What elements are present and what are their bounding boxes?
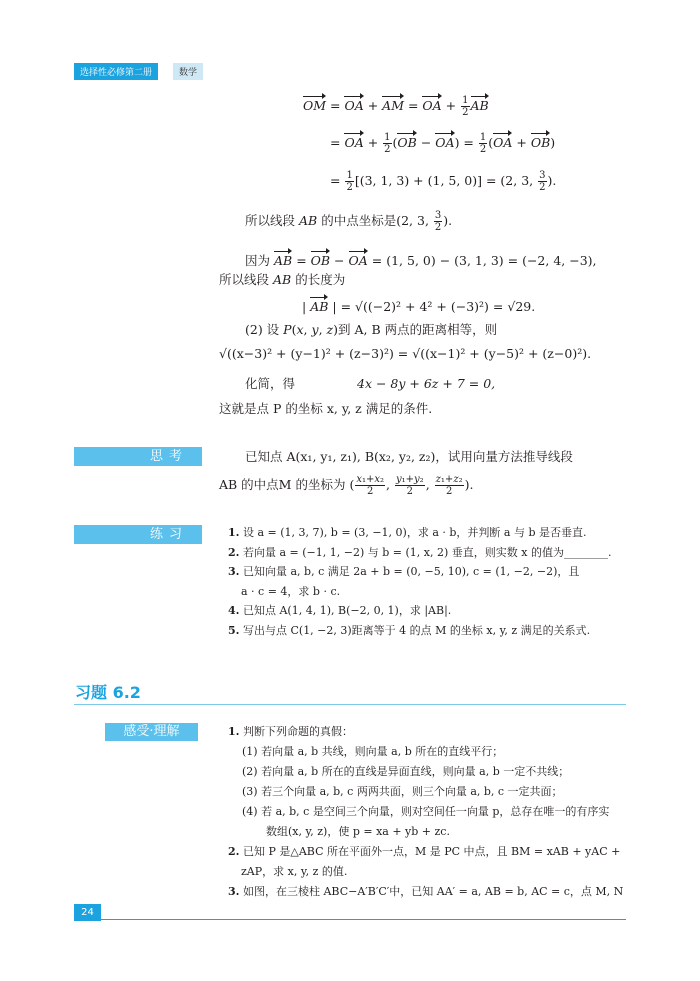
think-line2: AB 的中点M 的坐标为 ( $\frac{\text{x₁+x₂}}{2}$ , $\frac{\text{y₁+y₂}}{2}$ , $\frac{\text{z₁+z₂}}{2}$ ). (219, 474, 474, 497)
item-text: 已知向量 a, b, c 满足 2a + b = (0, −5, 10), c = (1, −2, −2)，且 (242, 565, 580, 578)
midpoint-statement: 所以线段 AB 的中点坐标是(2, 3, $\frac{3}{2}$ ). (245, 210, 453, 233)
equation-om: OM = OA + AM = OA + $\frac{1}{2}$ AB (303, 95, 489, 118)
exercise-item (228, 882, 623, 902)
practice-item (228, 543, 611, 563)
item-text: 如图，在三棱柱 ABC−A′B′C′中，已知 AA′ = a, AB = b, AC = c，点 M, N (242, 885, 624, 898)
section-rule (74, 704, 626, 705)
exercise-item (228, 842, 623, 862)
exercise-item (228, 722, 623, 742)
item-number: 2. (228, 545, 240, 559)
sub-item: (1) 若向量 a, b 共线，则向量 a, b 所在的直线平行； (242, 745, 504, 758)
part2-label: (2) 设 (245, 322, 280, 337)
ab-calc: = (1, 5, 0) − (3, 1, 3) = (−2, 4, −3), (371, 253, 597, 268)
item-number: 4. (228, 604, 240, 617)
length-intro: 所以线段 AB 的长度为 (219, 272, 346, 287)
understanding-tag: 感受·理解 (105, 723, 198, 741)
item-number: 5. (228, 623, 240, 637)
think-tag: 思考 (74, 447, 202, 466)
equation-om-step2: = OA + $\frac{1}{2}$ (OB − OA) = $\frac{1}{2}$ (OA + OB) (330, 132, 556, 155)
item-number: 1. (228, 725, 240, 738)
practice-item-cont: a · c = 4，求 b · c. (241, 584, 341, 598)
midpoint-mid: 的中点坐标是 (321, 213, 397, 228)
item-number: 2. (228, 845, 240, 858)
item-text: 若向量 a = (−1, 1, −2) 与 b = (1, x, 2) 垂直，则实数 x 的值为________. (242, 545, 612, 559)
page-number: 24 (74, 904, 101, 921)
conclusion: 这就是点 P 的坐标 x, y, z 满足的条件. (219, 401, 433, 416)
practice-item (228, 523, 611, 543)
ab-prefix: 因为 (245, 253, 271, 268)
distance-equation: √((x−3)² + (y−1)² + (z−3)²) = √((x−1)² + (y−5)² + (z−0)²). (219, 346, 592, 361)
ab-vector-statement: 因为 AB = OB − OA = (1, 5, 0) − (3, 1, 3) = (−2, 4, −3), (245, 250, 597, 269)
item-number: 3. (228, 885, 240, 898)
think-line2-prefix: AB 的中点M 的坐标为 (219, 477, 346, 492)
item-text: 已知 P 是△ABC 所在平面外一点，M 是 PC 中点，且 BM = xAB + yAC + (242, 845, 621, 858)
book-label: 选择性必修第二册 (74, 63, 158, 80)
simplify-eq: 4x − 8y + 6z + 7 = 0, (357, 376, 496, 391)
practice-list (228, 523, 611, 640)
midpoint-prefix: 所以线段 (245, 213, 296, 228)
practice-item (228, 562, 611, 582)
item-number: 3. (228, 565, 240, 578)
section-title: 习题 6.2 (75, 683, 141, 702)
sub-item-cont: 数组(x, y, z)，使 p = xa + yb + zc. (266, 825, 450, 838)
sub-item: (4) 若 a, b, c 是空间三个向量，则对空间任一向量 p，总存在唯一的有序实 (242, 805, 610, 818)
length-intro-2: 的长度为 (295, 272, 346, 287)
length-equation: | AB | = √((−2)² + 4² + (−3)²) = √29. (302, 296, 535, 314)
item-number: 1. (228, 526, 240, 539)
footer-rule (101, 919, 626, 920)
part2-text: 到 A, B 两点的距离相等，则 (338, 322, 498, 337)
practice-tag: 练习 (74, 525, 202, 544)
practice-item (228, 621, 611, 641)
exercise-item-cont: zAP，求 x, y, z 的值. (241, 865, 348, 878)
subject-label: 数学 (173, 63, 203, 80)
sub-item: (2) 若向量 a, b 所在的直线是异面直线，则向量 a, b 一定不共线； (242, 765, 570, 778)
item-text: 已知点 A(1, 4, 1), B(−2, 0, 1)，求 |AB|. (242, 604, 452, 617)
item-text: 写出与点 C(1, −2, 3)距离等于 4 的点 M 的坐标 x, y, z 满足的关系式. (242, 623, 591, 637)
simplify-label: 化简，得 (245, 376, 296, 391)
length-intro-1: 所以线段 (219, 272, 270, 287)
item-text: 判断下列命题的真假： (242, 725, 353, 738)
exercise-list (228, 722, 623, 902)
item-text: 设 a = (1, 3, 7), b = (3, −1, 0)，求 a · b，并判断 a 与 b 是否垂直. (242, 526, 587, 539)
practice-item (228, 601, 611, 621)
equation-om-step3: = $\frac{1}{2}$ [(3, 1, 3) + (1, 5, 0)] = (2, 3, $\frac{3}{2}$ ). (330, 170, 557, 193)
think-line1: 已知点 A(x₁, y₁, z₁), B(x₂, y₂, z₂)，试用向量方法推导线段 (245, 449, 573, 464)
length-eq: = √((−2)² + 4² + (−3)²) = √29. (340, 299, 536, 314)
simplify-line (245, 374, 495, 392)
part2-statement: (2) 设 P(x, y, z)到 A, B 两点的距离相等，则 (245, 322, 498, 337)
sub-item: (3) 若三个向量 a, b, c 两两共面，则三个向量 a, b, c 一定共面； (242, 785, 563, 798)
